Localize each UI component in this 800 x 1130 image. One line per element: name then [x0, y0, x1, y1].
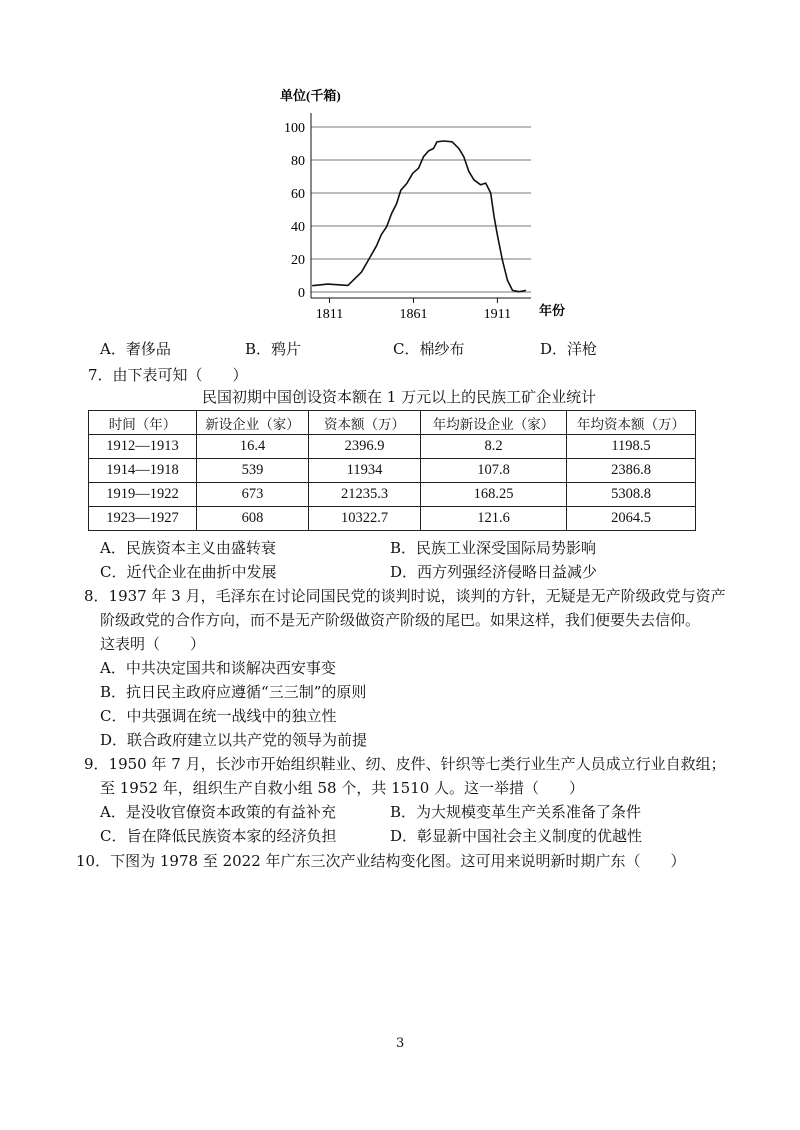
q8-stem-line: 这表明（ ）	[100, 635, 206, 653]
cell: 1919—1922	[89, 483, 197, 507]
y-tick-label: 20	[291, 253, 305, 268]
q9-stem-line: 9．1950 年 7 月，长沙市开始组织鞋业、纫、皮件、针织等七类行业生产人员成立行业自救组；	[84, 755, 726, 773]
q7-option-a[interactable]: A．民族资本主义由盛转衰	[100, 539, 276, 557]
data-line	[312, 141, 526, 292]
cell: 5308.8	[567, 483, 696, 507]
q8-option-c[interactable]: C．中共强调在统一战线中的独立性	[100, 707, 337, 725]
table-header-row	[89, 411, 696, 435]
header-cell: 年均资本额（万）	[567, 411, 696, 435]
q7-option-b[interactable]: B．民族工业深受国际局势影响	[390, 539, 597, 557]
table-row	[89, 483, 696, 507]
table-row	[89, 459, 696, 483]
x-axis-label: 年份	[539, 303, 566, 318]
q8-option-a[interactable]: A．中共决定国共和谈解决西安事变	[100, 659, 336, 677]
cell: 8.2	[421, 435, 567, 459]
cell: 10322.7	[309, 507, 421, 531]
cell: 1914—1918	[89, 459, 197, 483]
header-cell: 时间（年）	[89, 411, 197, 435]
x-tick-label: 1811	[315, 307, 344, 322]
x-tick-label: 1911	[483, 307, 512, 322]
cell: 168.25	[421, 483, 567, 507]
q7-option-d[interactable]: D．西方列强经济侵略日益减少	[390, 563, 598, 581]
q9-option-c[interactable]: C．旨在降低民族资本家的经济负担	[100, 827, 337, 845]
cell: 21235.3	[309, 483, 421, 507]
cell: 2064.5	[567, 507, 696, 531]
q7-stem: 7．由下表可知（ ）	[88, 366, 248, 384]
header-cell: 资本额（万）	[309, 411, 421, 435]
cell: 2396.9	[309, 435, 421, 459]
q8-option-b[interactable]: B．抗日民主政府应遵循“三三制”的原则	[100, 683, 367, 701]
header-cell: 年均新设企业（家）	[421, 411, 567, 435]
header-cell: 新设企业（家）	[197, 411, 309, 435]
table-row	[89, 507, 696, 531]
cell: 608	[197, 507, 309, 531]
page-number: 3	[396, 1036, 405, 1051]
y-axis-label: 单位(千箱)	[280, 88, 341, 103]
q9-option-b[interactable]: B．为大规模变革生产关系准备了条件	[390, 803, 642, 821]
cell: 1923—1927	[89, 507, 197, 531]
cell: 2386.8	[567, 459, 696, 483]
x-tick-label: 1861	[399, 307, 428, 322]
cell: 107.8	[421, 459, 567, 483]
cell: 11934	[309, 459, 421, 483]
q6-option-d[interactable]: D．洋枪	[540, 340, 598, 358]
q10-stem: 10．下图为 1978 至 2022 年广东三次产业结构变化图。这可用来说明新时期广东（ ）	[76, 852, 686, 870]
q9-option-a[interactable]: A．是没收官僚资本政策的有益补充	[100, 803, 336, 821]
table-row	[89, 435, 696, 459]
q9-option-d[interactable]: D．彰显新中国社会主义制度的优越性	[390, 827, 643, 845]
cell: 16.4	[197, 435, 309, 459]
table-title: 民国初期中国创设资本额在 1 万元以上的民族工矿企业统计	[202, 388, 597, 406]
line-chart	[0, 0, 800, 340]
y-tick-label: 60	[291, 187, 305, 202]
q6-option-c[interactable]: C．棉纱布	[393, 340, 465, 358]
q7-option-c[interactable]: C．近代企业在曲折中发展	[100, 563, 277, 581]
q8-stem-line: 8．1937 年 3 月，毛泽东在讨论同国民党的谈判时说，谈判的方针，无疑是无产阶级政党与资产	[84, 587, 726, 605]
cell: 673	[197, 483, 309, 507]
y-tick-label: 40	[291, 220, 305, 235]
cell: 539	[197, 459, 309, 483]
cell: 1198.5	[567, 435, 696, 459]
q6-option-a[interactable]: A．奢侈品	[100, 340, 171, 358]
q9-stem-line: 至 1952 年，组织生产自救小组 58 个，共 1510 人。这一举措（ ）	[100, 779, 585, 797]
cell: 121.6	[421, 507, 567, 531]
y-tick-label: 0	[298, 286, 305, 301]
q8-stem-line: 阶级政党的合作方向，而不是无产阶级做资产阶级的尾巴。如果这样，我们便要失去信仰。	[100, 611, 701, 629]
cell: 1912—1913	[89, 435, 197, 459]
y-tick-label: 100	[284, 121, 305, 136]
q6-option-b[interactable]: B．鸦片	[245, 340, 302, 358]
q8-option-d[interactable]: D．联合政府建立以共产党的领导为前提	[100, 731, 368, 749]
enterprise-table	[88, 410, 696, 531]
y-tick-label: 80	[291, 154, 305, 169]
